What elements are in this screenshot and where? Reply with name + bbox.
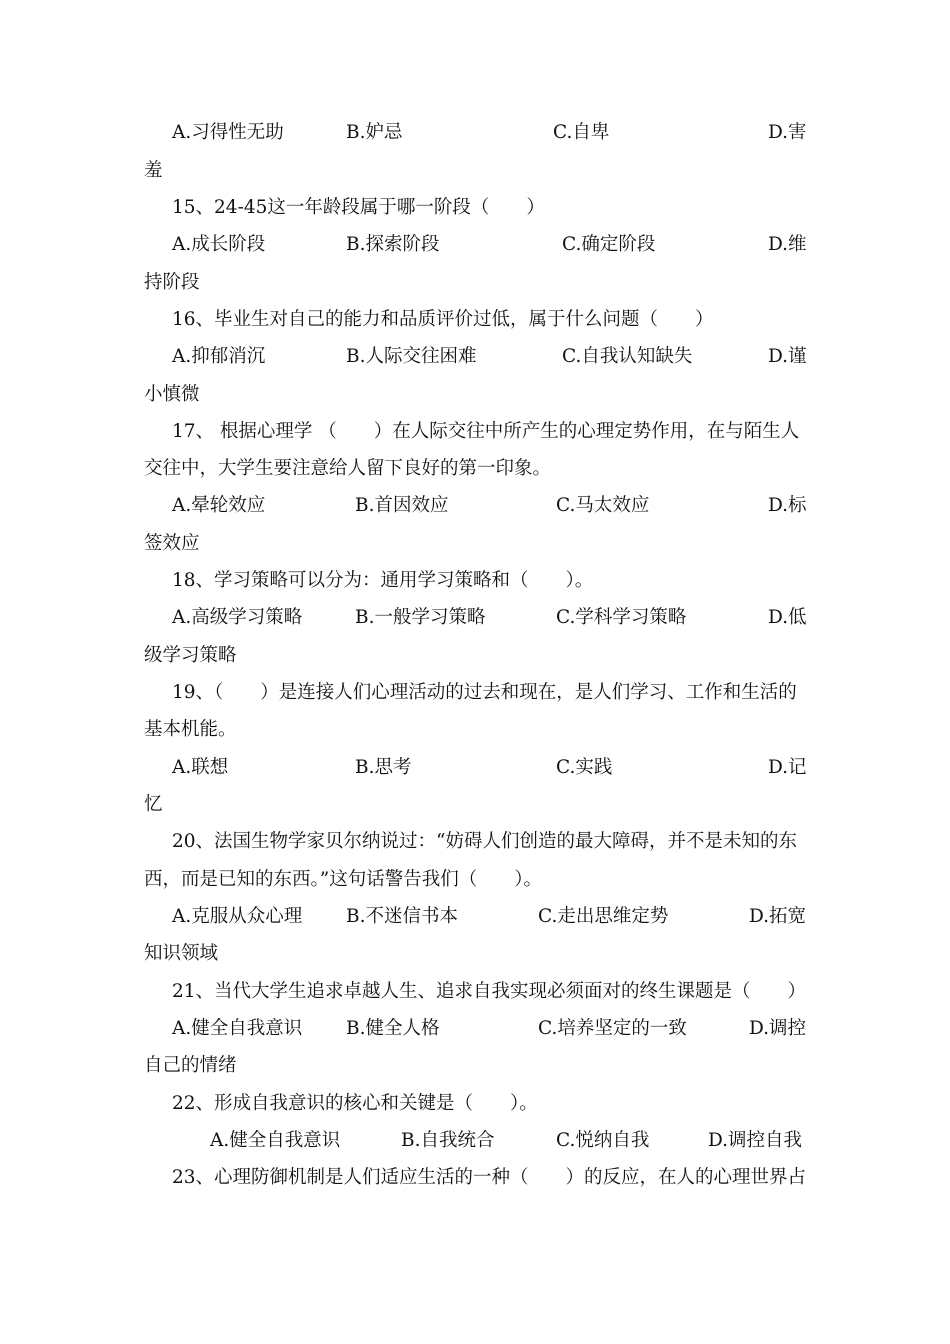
option-c: C.实践 xyxy=(556,757,613,778)
option-b: B.妒忌 xyxy=(346,122,403,143)
option-c: C.培养坚定的一致 xyxy=(538,1018,687,1039)
option-a: A.晕轮效应 xyxy=(172,495,266,516)
option-a: A.健全自我意识 xyxy=(210,1130,341,1151)
option-b: B.首因效应 xyxy=(355,495,449,516)
option-d: D.谨 xyxy=(768,346,807,367)
option-b: B.自我统合 xyxy=(401,1130,495,1151)
text-line: 持阶段 xyxy=(144,272,200,293)
text-line: 西，而是已知的东西。”这句话警告我们（ ）。 xyxy=(144,869,542,890)
option-a: A.克服从众心理 xyxy=(172,906,303,927)
option-d: D.拓宽 xyxy=(749,906,807,927)
text-line: 级学习策略 xyxy=(144,645,237,666)
option-b: B.不迷信书本 xyxy=(346,906,458,927)
option-d: D.调控 xyxy=(749,1018,807,1039)
option-a: A.抑郁消沉 xyxy=(172,346,266,367)
option-c: C.走出思维定势 xyxy=(538,906,669,927)
text-line: 羞 xyxy=(144,160,163,181)
text-line: 自己的情绪 xyxy=(144,1055,237,1076)
option-b: B.人际交往困难 xyxy=(346,346,477,367)
text-line: 签效应 xyxy=(144,533,200,554)
text-line: 小慎微 xyxy=(144,384,200,405)
question-21: 21、当代大学生追求卓越人生、追求自我实现必须面对的终生课题是（ ） xyxy=(172,981,807,1002)
question-17: 17、 根据心理学 （ ）在人际交往中所产生的心理定势作用，在与陌生人 xyxy=(172,421,800,442)
option-c: C.学科学习策略 xyxy=(556,607,687,628)
question-23: 23、心理防御机制是人们适应生活的一种（ ）的反应，在人的心理世界占 xyxy=(172,1167,807,1188)
option-a: A.联想 xyxy=(172,757,229,778)
question-15: 15、24-45这一年龄段属于哪一阶段（ ） xyxy=(172,197,545,218)
option-a: A.习得性无助 xyxy=(172,122,284,143)
option-d: D.低 xyxy=(768,607,807,628)
text-line: 基本机能。 xyxy=(144,719,237,740)
option-c: C.确定阶段 xyxy=(562,234,656,255)
option-d: D.标 xyxy=(768,495,807,516)
option-c: C.自我认知缺失 xyxy=(562,346,693,367)
question-22: 22、形成自我意识的核心和关键是（ ）。 xyxy=(172,1093,538,1114)
option-d: D.维 xyxy=(768,234,807,255)
option-b: B.探索阶段 xyxy=(346,234,440,255)
option-d: D.害 xyxy=(768,122,807,143)
option-a: A.健全自我意识 xyxy=(172,1018,303,1039)
option-b: B.健全人格 xyxy=(346,1018,440,1039)
option-d: D.记 xyxy=(768,757,807,778)
option-b: B.思考 xyxy=(355,757,412,778)
option-c: C.悦纳自我 xyxy=(556,1130,650,1151)
text-line: 忆 xyxy=(144,794,163,815)
text-line: 交往中，大学生要注意给人留下良好的第一印象。 xyxy=(144,458,552,479)
question-20: 20、法国生物学家贝尔纳说过：“妨碍人们创造的最大障碍，并不是未知的东 xyxy=(172,831,798,852)
option-b: B.一般学习策略 xyxy=(355,607,486,628)
question-19: 19、（ ）是连接人们心理活动的过去和现在，是人们学习、工作和生活的 xyxy=(172,682,797,703)
question-18: 18、学习策略可以分为：通用学习策略和（ ）。 xyxy=(172,570,594,591)
text-line: 知识领域 xyxy=(144,943,219,964)
option-c: C.马太效应 xyxy=(556,495,650,516)
question-16: 16、毕业生对自己的能力和品质评价过低，属于什么问题（ ） xyxy=(172,309,714,330)
option-d: D.调控自我 xyxy=(708,1130,803,1151)
option-c: C.自卑 xyxy=(553,122,610,143)
option-a: A.成长阶段 xyxy=(172,234,266,255)
option-a: A.高级学习策略 xyxy=(172,607,303,628)
